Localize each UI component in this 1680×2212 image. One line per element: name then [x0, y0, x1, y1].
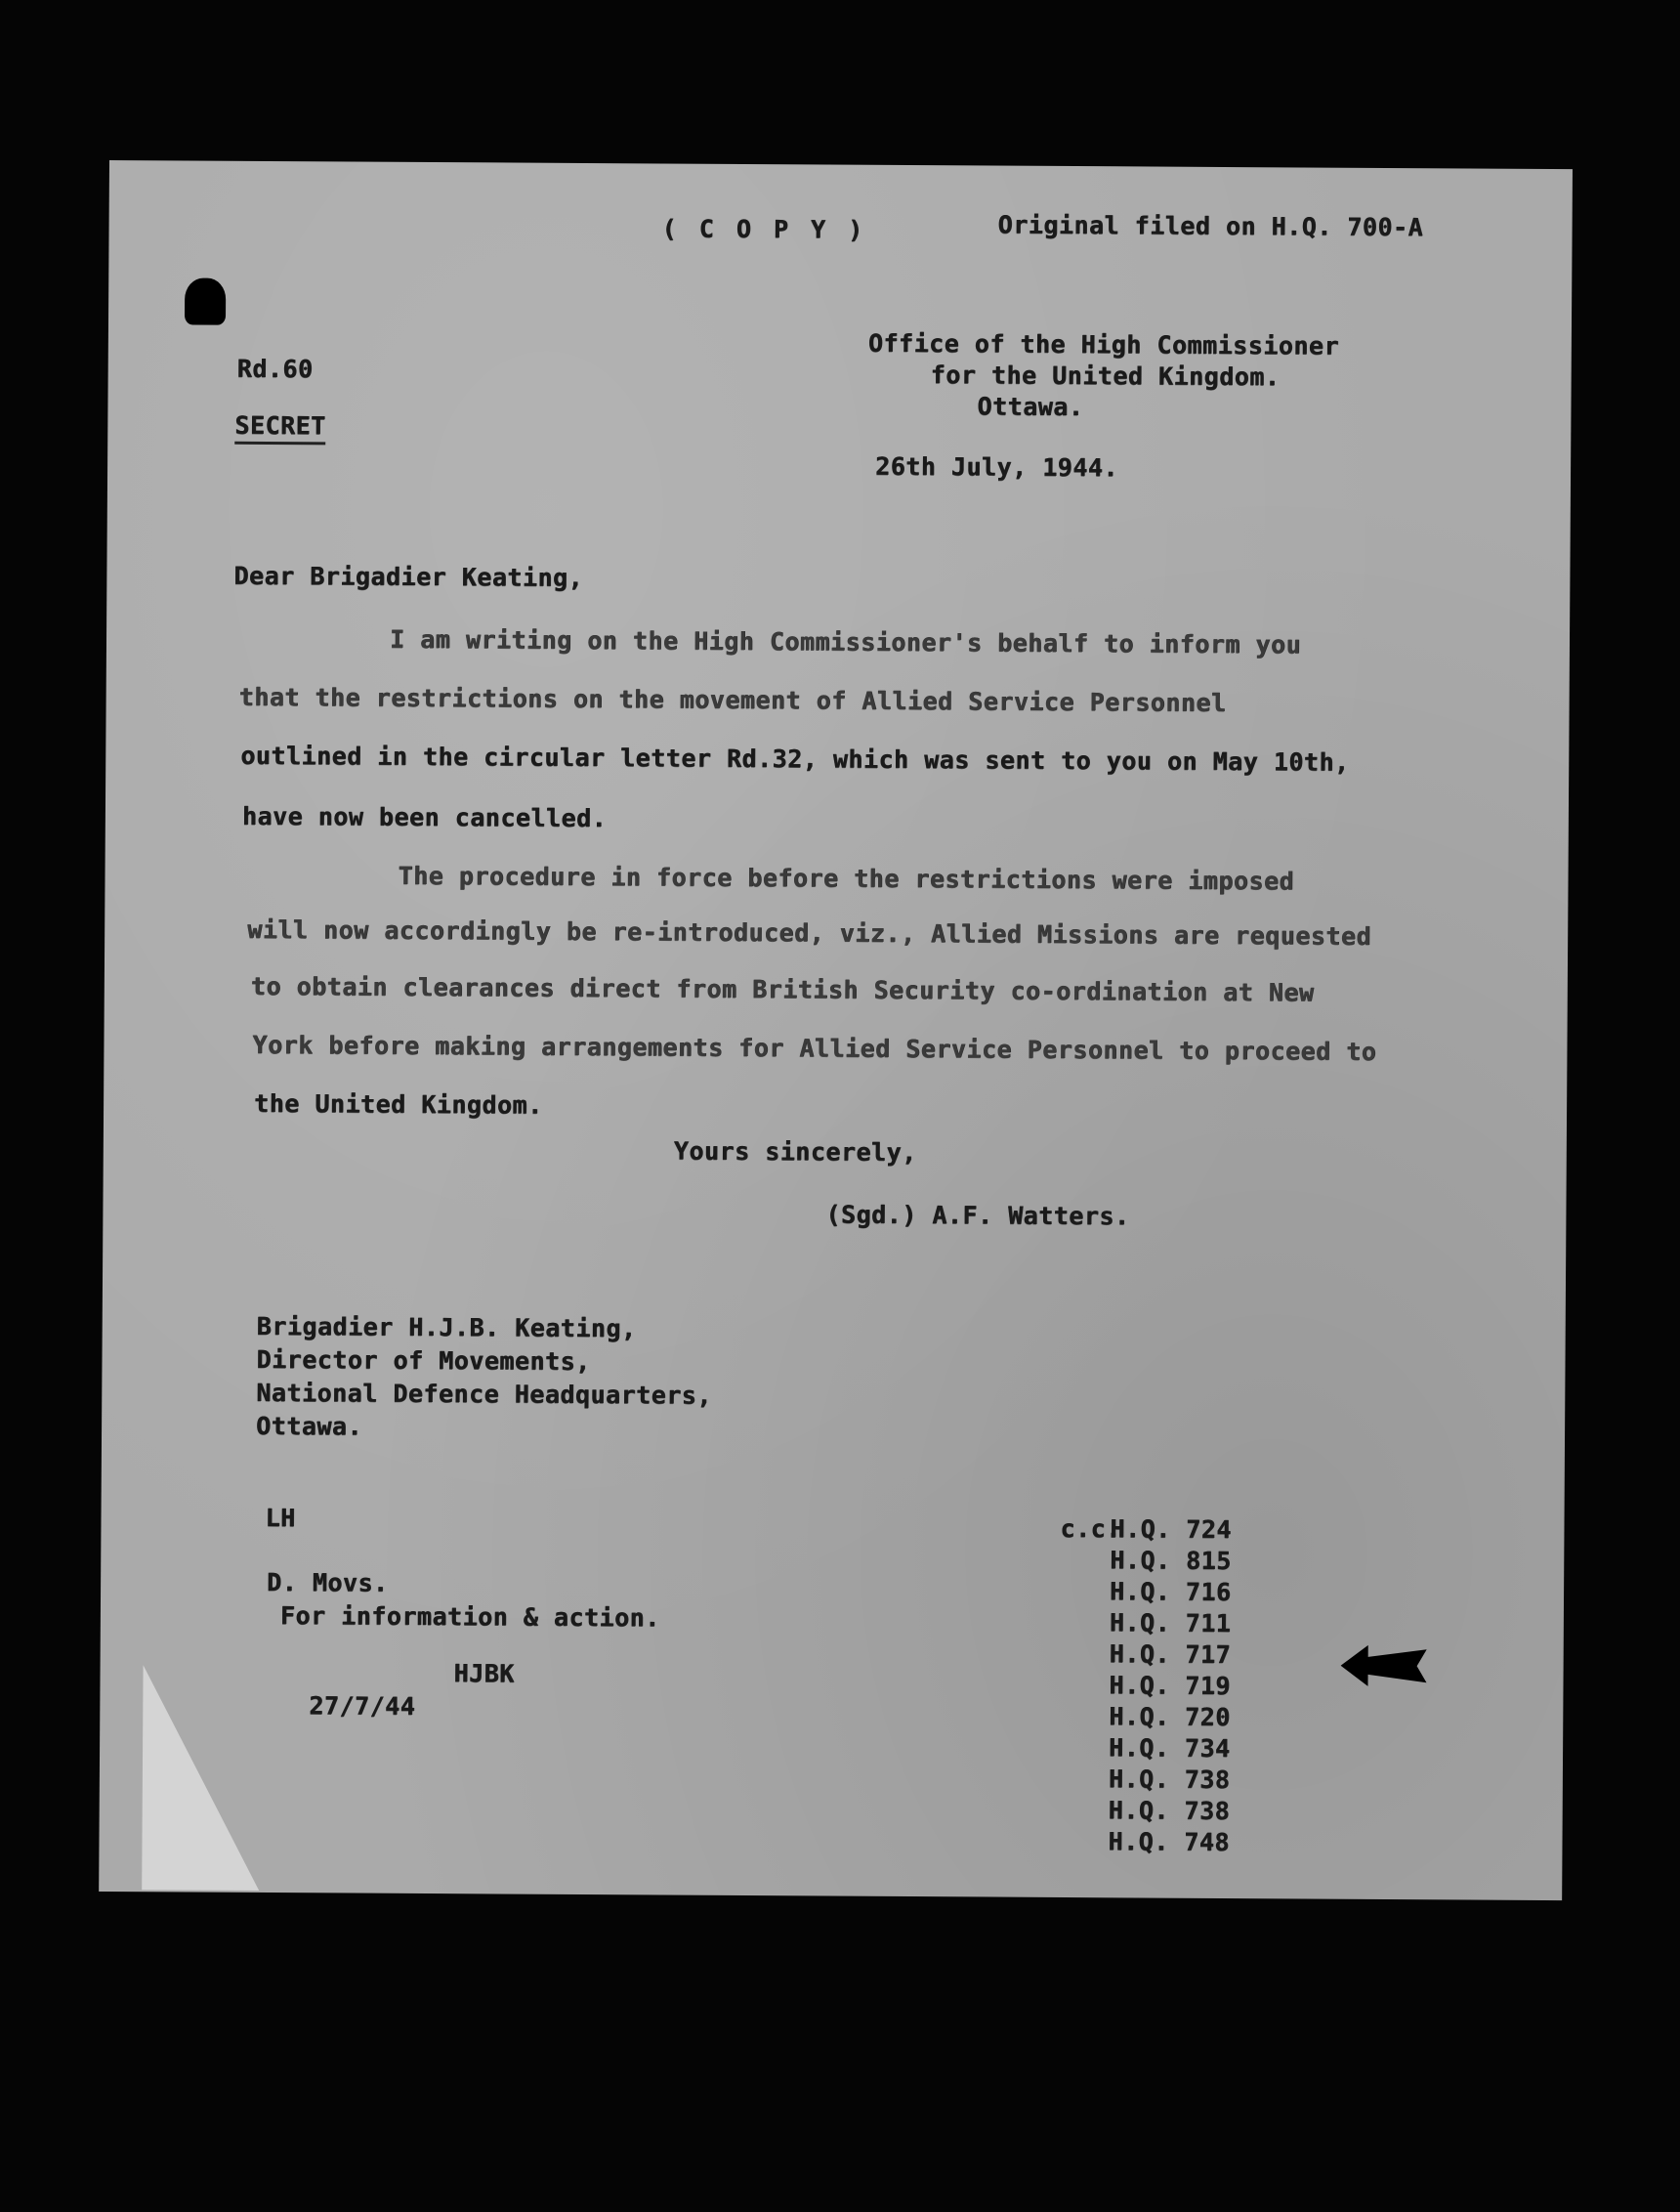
- signature: (Sgd.) A.F. Watters.: [825, 1200, 1130, 1231]
- routing-instruction: For information & action.: [279, 1601, 660, 1633]
- addressee-line-2: Director of Movements,: [256, 1344, 591, 1377]
- sender-line-2: for the United Kingdom.: [930, 361, 1281, 392]
- body-line: York before making arrangements for Allied Service Personnel to proceed to: [252, 1030, 1377, 1066]
- routing-initial: LH: [265, 1504, 296, 1533]
- filed-note: Original filed on H.Q. 700-A: [997, 210, 1424, 242]
- body-line: will now accordingly be re-introduced, viz., Allied Missions are requested: [247, 915, 1372, 951]
- addressee-line-1: Brigadier H.J.B. Keating,: [256, 1311, 637, 1343]
- cc-item: H.Q. 734: [1109, 1733, 1231, 1764]
- body-line: have now been cancelled.: [241, 801, 608, 833]
- body-line: to obtain clearances direct from British Security co-ordination at New: [250, 971, 1315, 1007]
- routing-initials: HJBK: [453, 1659, 515, 1688]
- arrow-marker-icon: [1340, 1643, 1426, 1689]
- folded-corner: [142, 1665, 260, 1891]
- cc-item: H.Q. 717: [1109, 1639, 1232, 1670]
- reference-number: Rd.60: [236, 354, 314, 384]
- cc-item: H.Q. 738: [1108, 1765, 1231, 1795]
- classification-label: SECRET: [234, 411, 326, 446]
- cc-item: H.Q. 738: [1108, 1796, 1231, 1826]
- cc-item: H.Q. 724: [1110, 1514, 1232, 1545]
- routing-to: D. Movs.: [267, 1568, 389, 1597]
- closing: Yours sincerely,: [673, 1136, 917, 1168]
- cc-prefix: c.c.: [1060, 1513, 1121, 1544]
- cc-item: H.Q. 720: [1109, 1702, 1231, 1732]
- document-page: [99, 160, 1573, 1900]
- copy-mark: ( C O P Y ): [661, 214, 867, 244]
- body-line: the United Kingdom.: [254, 1088, 543, 1120]
- sender-line-3: Ottawa.: [977, 392, 1084, 422]
- body-line: I am writing on the High Commissioner's behalf to inform you: [389, 624, 1302, 659]
- salutation: Dear Brigadier Keating,: [233, 561, 584, 592]
- body-line: The procedure in force before the restrictions were imposed: [398, 861, 1295, 896]
- cc-item: H.Q. 711: [1109, 1608, 1232, 1638]
- cc-item: H.Q. 719: [1109, 1671, 1231, 1701]
- punch-hole: [185, 277, 226, 324]
- cc-item: H.Q. 716: [1109, 1577, 1232, 1607]
- sender-line-1: Office of the High Commissioner: [867, 328, 1340, 361]
- body-line: that the restrictions on the movement of Allied Service Personnel: [238, 682, 1227, 717]
- routing-date: 27/7/44: [309, 1691, 416, 1721]
- addressee-line-4: Ottawa.: [256, 1411, 363, 1441]
- addressee-line-3: National Defence Headquarters,: [256, 1378, 712, 1410]
- body-line: outlined in the circular letter Rd.32, which was sent to you on May 10th,: [240, 741, 1350, 777]
- cc-item: H.Q. 815: [1110, 1546, 1232, 1576]
- cc-item: H.Q. 748: [1108, 1827, 1231, 1857]
- letter-date: 26th July, 1944.: [875, 451, 1119, 483]
